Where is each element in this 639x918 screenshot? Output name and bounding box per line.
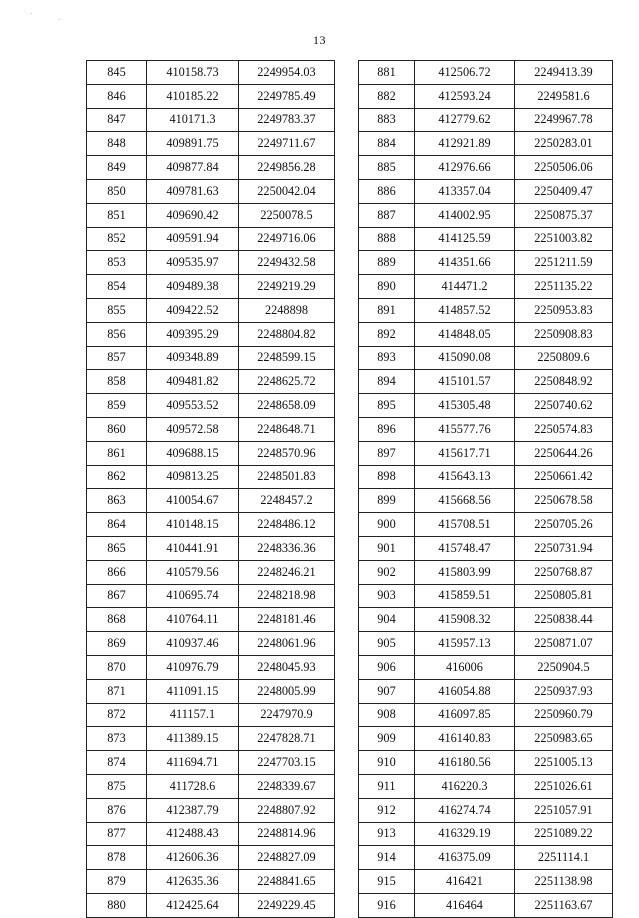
y-coordinate-cell: 2250937.93 xyxy=(515,679,613,703)
point-number-cell: 898 xyxy=(359,465,415,489)
y-coordinate-cell: 2250768.87 xyxy=(515,560,613,584)
point-number-cell: 868 xyxy=(87,608,147,632)
x-coordinate-cell: 410695.74 xyxy=(147,584,239,608)
y-coordinate-cell: 2250283.01 xyxy=(515,132,613,156)
x-coordinate-cell: 409572.58 xyxy=(147,417,239,441)
x-coordinate-cell: 412635.36 xyxy=(147,870,239,894)
y-coordinate-cell: 2250908.83 xyxy=(515,322,613,346)
point-number-cell: 866 xyxy=(87,560,147,584)
point-number-cell: 901 xyxy=(359,536,415,560)
y-coordinate-cell: 2247703.15 xyxy=(239,751,335,775)
y-coordinate-cell: 2248246.21 xyxy=(239,560,335,584)
x-coordinate-cell: 416375.09 xyxy=(415,846,515,870)
y-coordinate-cell: 2248841.65 xyxy=(239,870,335,894)
table-row xyxy=(87,489,335,513)
y-coordinate-cell: 2250953.83 xyxy=(515,298,613,322)
y-coordinate-cell: 2248648.71 xyxy=(239,417,335,441)
x-coordinate-cell: 409395.29 xyxy=(147,322,239,346)
table-row xyxy=(359,489,613,513)
point-number-cell: 889 xyxy=(359,251,415,275)
x-coordinate-cell: 411091.15 xyxy=(147,679,239,703)
x-coordinate-cell: 412506.72 xyxy=(415,61,515,85)
point-number-cell: 873 xyxy=(87,727,147,751)
y-coordinate-cell: 2250678.58 xyxy=(515,489,613,513)
x-coordinate-cell: 409813.25 xyxy=(147,465,239,489)
table-row xyxy=(87,203,335,227)
table-row xyxy=(87,655,335,679)
point-number-cell: 858 xyxy=(87,370,147,394)
table-row xyxy=(87,417,335,441)
x-coordinate-cell: 412976.66 xyxy=(415,156,515,180)
y-coordinate-cell: 2248457.2 xyxy=(239,489,335,513)
y-coordinate-cell: 2247828.71 xyxy=(239,727,335,751)
table-row xyxy=(359,536,613,560)
y-coordinate-cell: 2250875.37 xyxy=(515,203,613,227)
x-coordinate-cell: 412387.79 xyxy=(147,798,239,822)
page-number: 13 xyxy=(313,33,326,47)
point-number-cell: 908 xyxy=(359,703,415,727)
table-row xyxy=(87,275,335,299)
x-coordinate-cell: 414002.95 xyxy=(415,203,515,227)
table-row xyxy=(359,227,613,251)
table-row xyxy=(359,251,613,275)
y-coordinate-cell: 2250848.92 xyxy=(515,370,613,394)
point-number-cell: 879 xyxy=(87,870,147,894)
point-number-cell: 887 xyxy=(359,203,415,227)
table-row xyxy=(87,751,335,775)
y-coordinate-cell: 2248807.92 xyxy=(239,798,335,822)
x-coordinate-cell: 412606.36 xyxy=(147,846,239,870)
x-coordinate-cell: 409591.94 xyxy=(147,227,239,251)
x-coordinate-cell: 416329.19 xyxy=(415,822,515,846)
table-row xyxy=(359,394,613,418)
table-row xyxy=(87,893,335,917)
x-coordinate-cell: 410158.73 xyxy=(147,61,239,85)
table-row xyxy=(359,441,613,465)
table-row xyxy=(359,584,613,608)
y-coordinate-cell: 2250078.5 xyxy=(239,203,335,227)
table-row xyxy=(359,846,613,870)
point-number-cell: 916 xyxy=(359,893,415,917)
y-coordinate-cell: 2251057.91 xyxy=(515,798,613,822)
x-coordinate-cell: 410579.56 xyxy=(147,560,239,584)
x-coordinate-cell: 410171.3 xyxy=(147,108,239,132)
x-coordinate-cell: 416464 xyxy=(415,893,515,917)
x-coordinate-cell: 415305.48 xyxy=(415,394,515,418)
x-coordinate-cell: 410937.46 xyxy=(147,632,239,656)
x-coordinate-cell: 414857.52 xyxy=(415,298,515,322)
table-row xyxy=(87,560,335,584)
x-coordinate-cell: 415090.08 xyxy=(415,346,515,370)
y-coordinate-cell: 2248599.15 xyxy=(239,346,335,370)
point-number-cell: 863 xyxy=(87,489,147,513)
x-coordinate-cell: 410764.11 xyxy=(147,608,239,632)
point-number-cell: 909 xyxy=(359,727,415,751)
y-coordinate-cell: 2251211.59 xyxy=(515,251,613,275)
table-row xyxy=(87,179,335,203)
point-number-cell: 850 xyxy=(87,179,147,203)
point-number-cell: 910 xyxy=(359,751,415,775)
x-coordinate-cell: 416274.74 xyxy=(415,798,515,822)
x-coordinate-cell: 413357.04 xyxy=(415,179,515,203)
y-coordinate-cell: 2248005.99 xyxy=(239,679,335,703)
y-coordinate-cell: 2249785.49 xyxy=(239,84,335,108)
y-coordinate-cell: 2251005.13 xyxy=(515,751,613,775)
table-row xyxy=(359,798,613,822)
point-number-cell: 852 xyxy=(87,227,147,251)
y-coordinate-cell: 2251135.22 xyxy=(515,275,613,299)
table-row xyxy=(359,132,613,156)
table-row xyxy=(87,84,335,108)
point-number-cell: 867 xyxy=(87,584,147,608)
point-number-cell: 892 xyxy=(359,322,415,346)
x-coordinate-cell: 411389.15 xyxy=(147,727,239,751)
point-number-cell: 846 xyxy=(87,84,147,108)
y-coordinate-cell: 2250904.5 xyxy=(515,655,613,679)
table-row xyxy=(359,513,613,537)
scan-speck: · xyxy=(58,16,61,24)
point-number-cell: 914 xyxy=(359,846,415,870)
x-coordinate-cell: 415617.71 xyxy=(415,441,515,465)
table-row xyxy=(359,679,613,703)
point-number-cell: 899 xyxy=(359,489,415,513)
table-row xyxy=(87,822,335,846)
x-coordinate-cell: 415859.51 xyxy=(415,584,515,608)
table-row xyxy=(359,655,613,679)
y-coordinate-cell: 2249783.37 xyxy=(239,108,335,132)
table-row xyxy=(87,156,335,180)
point-number-cell: 861 xyxy=(87,441,147,465)
table-row xyxy=(87,465,335,489)
table-row xyxy=(87,608,335,632)
y-coordinate-cell: 2248336.36 xyxy=(239,536,335,560)
x-coordinate-cell: 415748.47 xyxy=(415,536,515,560)
x-coordinate-cell: 410148.15 xyxy=(147,513,239,537)
point-number-cell: 895 xyxy=(359,394,415,418)
point-number-cell: 854 xyxy=(87,275,147,299)
x-coordinate-cell: 415577.76 xyxy=(415,417,515,441)
point-number-cell: 896 xyxy=(359,417,415,441)
point-number-cell: 893 xyxy=(359,346,415,370)
point-number-cell: 902 xyxy=(359,560,415,584)
x-coordinate-cell: 409481.82 xyxy=(147,370,239,394)
point-number-cell: 872 xyxy=(87,703,147,727)
x-coordinate-cell: 414351.66 xyxy=(415,251,515,275)
table-row xyxy=(359,774,613,798)
x-coordinate-cell: 416220.3 xyxy=(415,774,515,798)
x-coordinate-cell: 414848.05 xyxy=(415,322,515,346)
point-number-cell: 851 xyxy=(87,203,147,227)
x-coordinate-cell: 409688.15 xyxy=(147,441,239,465)
table-row xyxy=(87,798,335,822)
table-row xyxy=(359,84,613,108)
point-number-cell: 884 xyxy=(359,132,415,156)
table-row xyxy=(359,822,613,846)
y-coordinate-cell: 2250740.62 xyxy=(515,394,613,418)
y-coordinate-cell: 2248501.83 xyxy=(239,465,335,489)
y-coordinate-cell: 2250960.79 xyxy=(515,703,613,727)
point-number-cell: 862 xyxy=(87,465,147,489)
point-number-cell: 883 xyxy=(359,108,415,132)
x-coordinate-cell: 412488.43 xyxy=(147,822,239,846)
y-coordinate-cell: 2251026.61 xyxy=(515,774,613,798)
table-body xyxy=(359,61,613,918)
x-coordinate-cell: 416097.85 xyxy=(415,703,515,727)
y-coordinate-cell: 2251138.98 xyxy=(515,870,613,894)
table-row xyxy=(87,132,335,156)
y-coordinate-cell: 2250871.07 xyxy=(515,632,613,656)
y-coordinate-cell: 2248061.96 xyxy=(239,632,335,656)
x-coordinate-cell: 409553.52 xyxy=(147,394,239,418)
x-coordinate-cell: 411728.6 xyxy=(147,774,239,798)
table-row xyxy=(87,370,335,394)
table-row xyxy=(359,179,613,203)
x-coordinate-cell: 416180.56 xyxy=(415,751,515,775)
point-number-cell: 904 xyxy=(359,608,415,632)
point-number-cell: 857 xyxy=(87,346,147,370)
x-coordinate-cell: 409535.97 xyxy=(147,251,239,275)
y-coordinate-cell: 2249716.06 xyxy=(239,227,335,251)
x-coordinate-cell: 415668.56 xyxy=(415,489,515,513)
point-number-cell: 897 xyxy=(359,441,415,465)
point-number-cell: 875 xyxy=(87,774,147,798)
x-coordinate-cell: 412425.64 xyxy=(147,893,239,917)
x-coordinate-cell: 410185.22 xyxy=(147,84,239,108)
y-coordinate-cell: 2250644.26 xyxy=(515,441,613,465)
point-number-cell: 871 xyxy=(87,679,147,703)
y-coordinate-cell: 2249229.45 xyxy=(239,893,335,917)
y-coordinate-cell: 2247970.9 xyxy=(239,703,335,727)
x-coordinate-cell: 415643.13 xyxy=(415,465,515,489)
x-coordinate-cell: 415101.57 xyxy=(415,370,515,394)
y-coordinate-cell: 2248625.72 xyxy=(239,370,335,394)
table-row xyxy=(87,703,335,727)
table-row xyxy=(359,727,613,751)
x-coordinate-cell: 409422.52 xyxy=(147,298,239,322)
point-number-cell: 905 xyxy=(359,632,415,656)
table-row xyxy=(87,322,335,346)
x-coordinate-cell: 409348.89 xyxy=(147,346,239,370)
y-coordinate-cell: 2250838.44 xyxy=(515,608,613,632)
x-coordinate-cell: 411694.71 xyxy=(147,751,239,775)
y-coordinate-cell: 2250661.42 xyxy=(515,465,613,489)
point-number-cell: 859 xyxy=(87,394,147,418)
y-coordinate-cell: 2249954.03 xyxy=(239,61,335,85)
table-row xyxy=(87,870,335,894)
y-coordinate-cell: 2250731.94 xyxy=(515,536,613,560)
point-number-cell: 907 xyxy=(359,679,415,703)
x-coordinate-cell: 416054.88 xyxy=(415,679,515,703)
table-row xyxy=(87,346,335,370)
point-number-cell: 890 xyxy=(359,275,415,299)
y-coordinate-cell: 2248658.09 xyxy=(239,394,335,418)
table-row xyxy=(87,536,335,560)
y-coordinate-cell: 2249581.6 xyxy=(515,84,613,108)
y-coordinate-cell: 2249219.29 xyxy=(239,275,335,299)
table-row xyxy=(359,322,613,346)
point-number-cell: 869 xyxy=(87,632,147,656)
x-coordinate-cell: 409781.63 xyxy=(147,179,239,203)
table-row xyxy=(87,227,335,251)
x-coordinate-cell: 409690.42 xyxy=(147,203,239,227)
coordinates-table-left xyxy=(86,60,335,918)
y-coordinate-cell: 2249432.58 xyxy=(239,251,335,275)
point-number-cell: 853 xyxy=(87,251,147,275)
y-coordinate-cell: 2248486.12 xyxy=(239,513,335,537)
point-number-cell: 874 xyxy=(87,751,147,775)
table-row xyxy=(87,846,335,870)
y-coordinate-cell: 2248218.98 xyxy=(239,584,335,608)
point-number-cell: 881 xyxy=(359,61,415,85)
x-coordinate-cell: 416421 xyxy=(415,870,515,894)
x-coordinate-cell: 414125.59 xyxy=(415,227,515,251)
point-number-cell: 915 xyxy=(359,870,415,894)
table-row xyxy=(87,679,335,703)
table-row xyxy=(359,203,613,227)
y-coordinate-cell: 2250409.47 xyxy=(515,179,613,203)
point-number-cell: 880 xyxy=(87,893,147,917)
y-coordinate-cell: 2248181.46 xyxy=(239,608,335,632)
y-coordinate-cell: 2249967.78 xyxy=(515,108,613,132)
table-row xyxy=(359,632,613,656)
table-row xyxy=(359,703,613,727)
y-coordinate-cell: 2251114.1 xyxy=(515,846,613,870)
point-number-cell: 900 xyxy=(359,513,415,537)
table-row xyxy=(359,108,613,132)
point-number-cell: 849 xyxy=(87,156,147,180)
x-coordinate-cell: 415957.13 xyxy=(415,632,515,656)
table-row xyxy=(359,370,613,394)
point-number-cell: 870 xyxy=(87,655,147,679)
point-number-cell: 877 xyxy=(87,822,147,846)
table-row xyxy=(359,275,613,299)
point-number-cell: 847 xyxy=(87,108,147,132)
point-number-cell: 876 xyxy=(87,798,147,822)
x-coordinate-cell: 411157.1 xyxy=(147,703,239,727)
y-coordinate-cell: 2248339.67 xyxy=(239,774,335,798)
x-coordinate-cell: 409489.38 xyxy=(147,275,239,299)
table-row xyxy=(87,108,335,132)
x-coordinate-cell: 415908.32 xyxy=(415,608,515,632)
table-row xyxy=(359,346,613,370)
y-coordinate-cell: 2248045.93 xyxy=(239,655,335,679)
x-coordinate-cell: 410054.67 xyxy=(147,489,239,513)
table-row xyxy=(87,727,335,751)
y-coordinate-cell: 2248570.96 xyxy=(239,441,335,465)
point-number-cell: 894 xyxy=(359,370,415,394)
x-coordinate-cell: 412779.62 xyxy=(415,108,515,132)
y-coordinate-cell: 2250042.04 xyxy=(239,179,335,203)
y-coordinate-cell: 2249711.67 xyxy=(239,132,335,156)
y-coordinate-cell: 2250705.26 xyxy=(515,513,613,537)
point-number-cell: 911 xyxy=(359,774,415,798)
x-coordinate-cell: 412921.89 xyxy=(415,132,515,156)
point-number-cell: 913 xyxy=(359,822,415,846)
table-row xyxy=(87,632,335,656)
table-row xyxy=(87,441,335,465)
table-row xyxy=(359,893,613,917)
point-number-cell: 848 xyxy=(87,132,147,156)
y-coordinate-cell: 2250983.65 xyxy=(515,727,613,751)
point-number-cell: 845 xyxy=(87,61,147,85)
point-number-cell: 865 xyxy=(87,536,147,560)
table-row xyxy=(359,751,613,775)
y-coordinate-cell: 2249413.39 xyxy=(515,61,613,85)
table-row xyxy=(359,560,613,584)
x-coordinate-cell: 410441.91 xyxy=(147,536,239,560)
table-row xyxy=(87,394,335,418)
point-number-cell: 906 xyxy=(359,655,415,679)
table-row xyxy=(87,251,335,275)
table-row xyxy=(87,774,335,798)
y-coordinate-cell: 2250809.6 xyxy=(515,346,613,370)
table-row xyxy=(359,61,613,85)
y-coordinate-cell: 2250506.06 xyxy=(515,156,613,180)
y-coordinate-cell: 2251003.82 xyxy=(515,227,613,251)
point-number-cell: 903 xyxy=(359,584,415,608)
x-coordinate-cell: 415803.99 xyxy=(415,560,515,584)
point-number-cell: 860 xyxy=(87,417,147,441)
x-coordinate-cell: 414471.2 xyxy=(415,275,515,299)
y-coordinate-cell: 2250805.81 xyxy=(515,584,613,608)
x-coordinate-cell: 416006 xyxy=(415,655,515,679)
table-row xyxy=(87,584,335,608)
point-number-cell: 856 xyxy=(87,322,147,346)
y-coordinate-cell: 2248898 xyxy=(239,298,335,322)
table-row xyxy=(87,61,335,85)
table-row xyxy=(87,513,335,537)
table-row xyxy=(359,870,613,894)
x-coordinate-cell: 415708.51 xyxy=(415,513,515,537)
x-coordinate-cell: 409877.84 xyxy=(147,156,239,180)
point-number-cell: 864 xyxy=(87,513,147,537)
y-coordinate-cell: 2248814.96 xyxy=(239,822,335,846)
y-coordinate-cell: 2251089.22 xyxy=(515,822,613,846)
y-coordinate-cell: 2250574.83 xyxy=(515,417,613,441)
y-coordinate-cell: 2248804.82 xyxy=(239,322,335,346)
point-number-cell: 912 xyxy=(359,798,415,822)
table-row xyxy=(359,465,613,489)
y-coordinate-cell: 2251163.67 xyxy=(515,893,613,917)
x-coordinate-cell: 416140.83 xyxy=(415,727,515,751)
point-number-cell: 886 xyxy=(359,179,415,203)
table-row xyxy=(359,608,613,632)
point-number-cell: 878 xyxy=(87,846,147,870)
table-row xyxy=(87,298,335,322)
y-coordinate-cell: 2248827.09 xyxy=(239,846,335,870)
point-number-cell: 882 xyxy=(359,84,415,108)
table-body xyxy=(87,61,335,918)
scan-speck: · xyxy=(30,10,33,18)
y-coordinate-cell: 2249856.28 xyxy=(239,156,335,180)
table-row xyxy=(359,298,613,322)
table-row xyxy=(359,417,613,441)
x-coordinate-cell: 409891.75 xyxy=(147,132,239,156)
point-number-cell: 885 xyxy=(359,156,415,180)
point-number-cell: 891 xyxy=(359,298,415,322)
point-number-cell: 855 xyxy=(87,298,147,322)
coordinates-table-right xyxy=(358,60,613,918)
x-coordinate-cell: 412593.24 xyxy=(415,84,515,108)
x-coordinate-cell: 410976.79 xyxy=(147,655,239,679)
table-row xyxy=(359,156,613,180)
point-number-cell: 888 xyxy=(359,227,415,251)
